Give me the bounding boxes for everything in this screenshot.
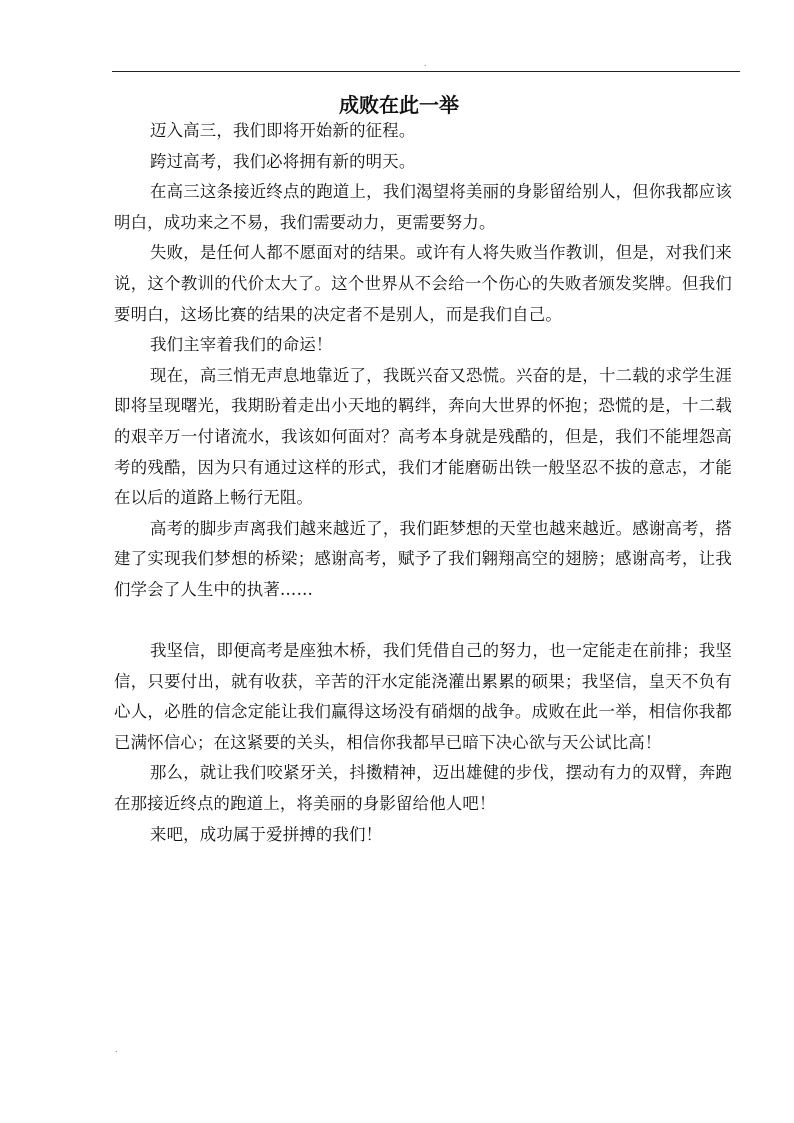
paragraph: 我坚信，即便高考是座独木桥，我们凭借自己的努力，也一定能走在前排；我坚信，只要付出，就有收获，辛苦的汗水定能浇灌出累累的硕果；我坚信，皇天不负有心人，必胜的信念定能让我们赢得这场没有硝烟的战争。成败在此一举，相信你我都已满怀信心；在这紧要的关头，相信你我都早已暗下决心欲与天公试比高！ xyxy=(114,641,732,752)
paragraph: 现在，高三悄无声息地靠近了，我既兴奋又恐慌。兴奋的是，十二载的求学生涯即将呈现曙光，我期盼着走出小天地的羁绊，奔向大世界的怀抱；恐慌的是，十二载的艰辛万一付诸流水，我该如何面对？高考本身就是残酷的，但是，我们不能埋怨高考的残酷，因为只有通过这样的形式，我们才能磨砺出铁一般坚忍不拔的意志，才能在以后的道路上畅行无阻。 xyxy=(114,365,732,508)
footer-dot: . xyxy=(115,1045,118,1054)
header-dot: . xyxy=(424,59,427,68)
paragraph: 我们主宰着我们的命运！ xyxy=(150,335,333,355)
paragraph: 高考的脚步声离我们越来越近了，我们距梦想的天堂也越来越近。感谢高考，搭建了实现我们梦想的桥梁；感谢高考，赋予了我们翱翔高空的翅膀；感谢高考，让我们学会了人生中的执著…… xyxy=(114,518,732,599)
document-body xyxy=(114,116,732,850)
paragraph: 那么，就让我们咬紧牙关，抖擞精神，迈出雄健的步伐，摆动有力的双臂，奔跑在那接近终点的跑道上，将美丽的身影留给他人吧！ xyxy=(114,763,732,814)
paragraph: 迈入高三，我们即将开始新的征程。 xyxy=(150,121,416,140)
paragraph: 来吧，成功属于爱拼搏的我们！ xyxy=(150,824,383,844)
paragraph: 失败，是任何人都不愿面对的结果。或许有人将失败当作教训，但是，对我们来说，这个教训的代价太大了。这个世界从不会给一个伤心的失败者颁发奖牌。但我们要明白，这场比赛的结果的决定者不是别人，而是我们自己。 xyxy=(114,243,732,324)
document-title: 成败在此一举 xyxy=(339,93,459,118)
header-rule xyxy=(112,71,740,72)
paragraph: 在高三这条接近终点的跑道上，我们渴望将美丽的身影留给别人，但你我都应该明白，成功来之不易，我们需要动力，更需要努力。 xyxy=(114,182,732,232)
paragraph: 跨过高考，我们必将拥有新的明天。 xyxy=(150,151,416,171)
